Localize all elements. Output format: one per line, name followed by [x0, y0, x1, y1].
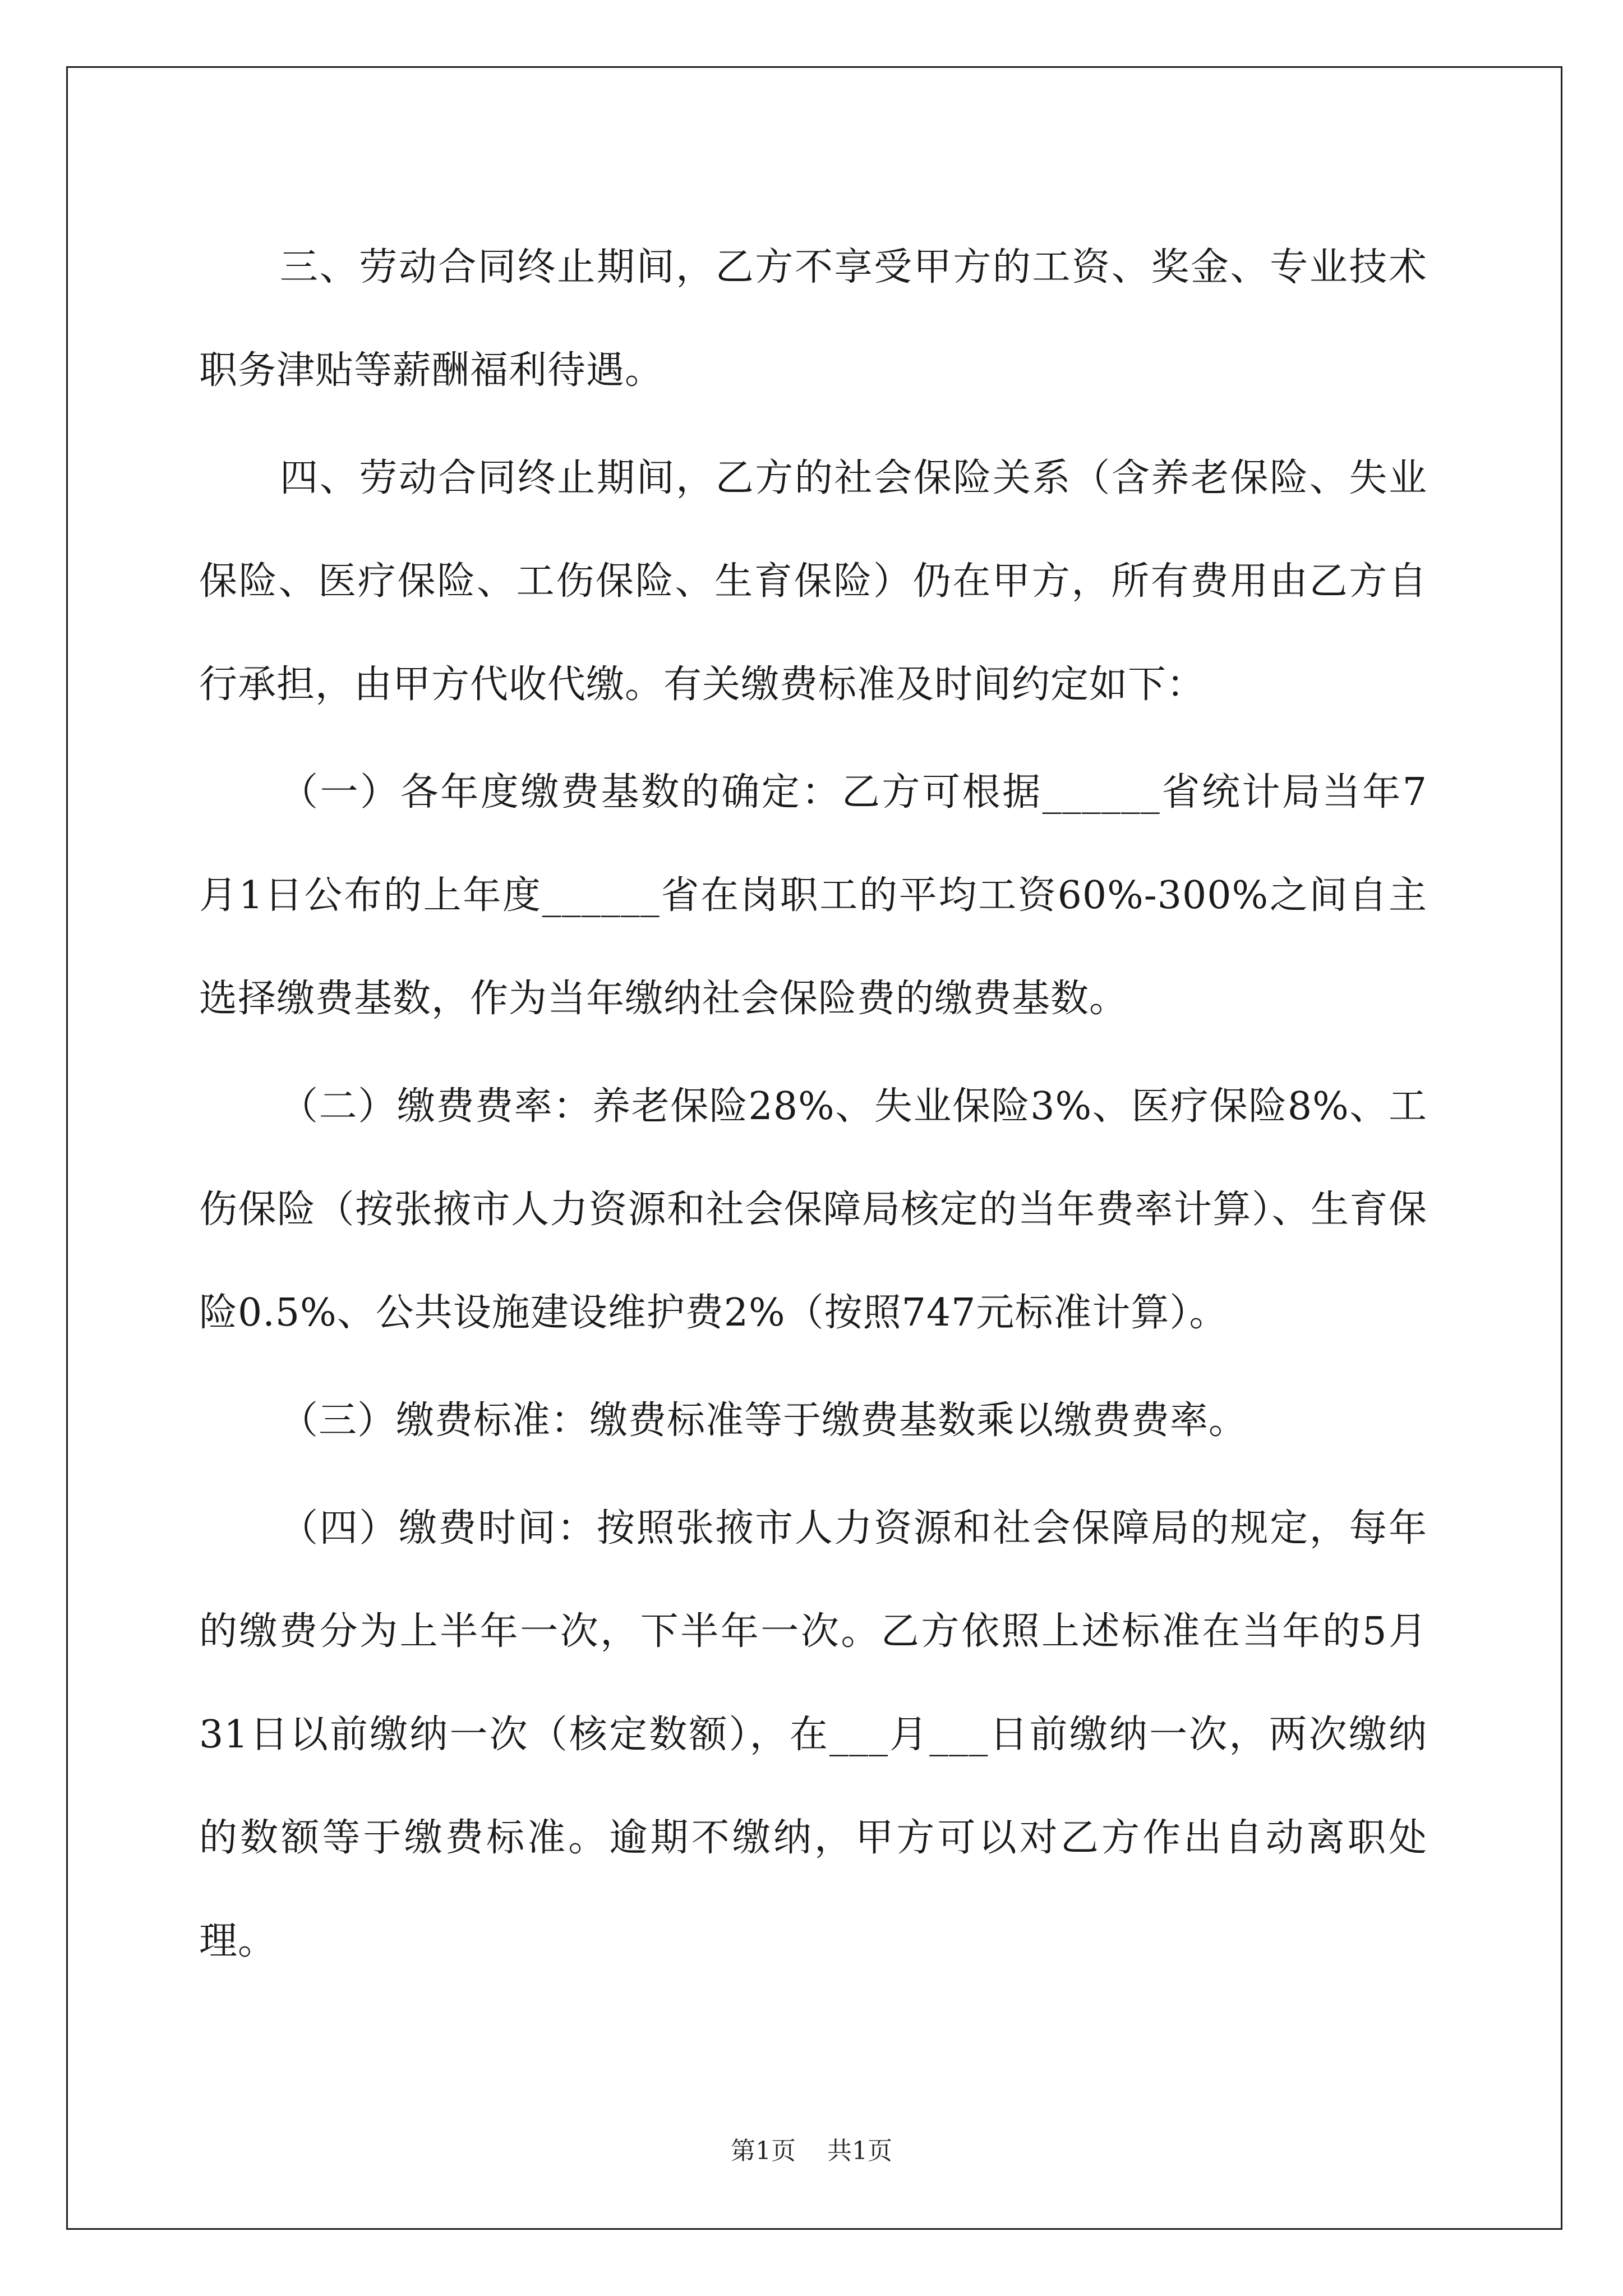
page-footer [0, 2131, 1623, 2166]
paragraph-item-1-contribution-base: （一）各年度缴费基数的确定：乙方可根据______省统计局当年7月1日公布的上年度______省在岗职工的平均工资60%-300%之间自主选择缴费基数，作为当年缴纳社会保险费的缴费基数。 [199, 770, 1427, 1021]
page-total: 共1页 [827, 2137, 892, 2165]
paragraph-section-3: 三、劳动合同终止期间，乙方不享受甲方的工资、奖金、专业技术职务津贴等薪酬福利待遇。 [199, 245, 1427, 393]
paragraph-item-3-contribution-standard: （三）缴费标准：缴费标准等于缴费基数乘以缴费费率。 [280, 1398, 1248, 1443]
document-body [199, 216, 1427, 1998]
paragraph-item-2-contribution-rate: （二）缴费费率：养老保险28%、失业保险3%、医疗保险8%、工伤保险（按张掖市人力资源和社会保障局核定的当年费率计算）、生育保险0.5%、公共设施建设维护费2%（按照747元标准计算）。 [199, 1084, 1427, 1335]
paragraph-item-4-contribution-time: （四）缴费时间：按照张掖市人力资源和社会保障局的规定，每年的缴费分为上半年一次，下半年一次。乙方依照上述标准在当年的5月31日以前缴纳一次（核定数额），在___月___日前缴纳一次，两次缴纳的数额等于缴费标准。逾期不缴纳，甲方可以对乙方作出自动离职处理。 [199, 1506, 1427, 1963]
page-number: 第1页 [731, 2137, 796, 2165]
paragraph-section-4: 四、劳动合同终止期间，乙方的社会保险关系（含养老保险、失业保险、医疗保险、工伤保险、生育保险）仍在甲方，所有费用由乙方自行承担，由甲方代收代缴。有关缴费标准及时间约定如下： [199, 456, 1427, 707]
